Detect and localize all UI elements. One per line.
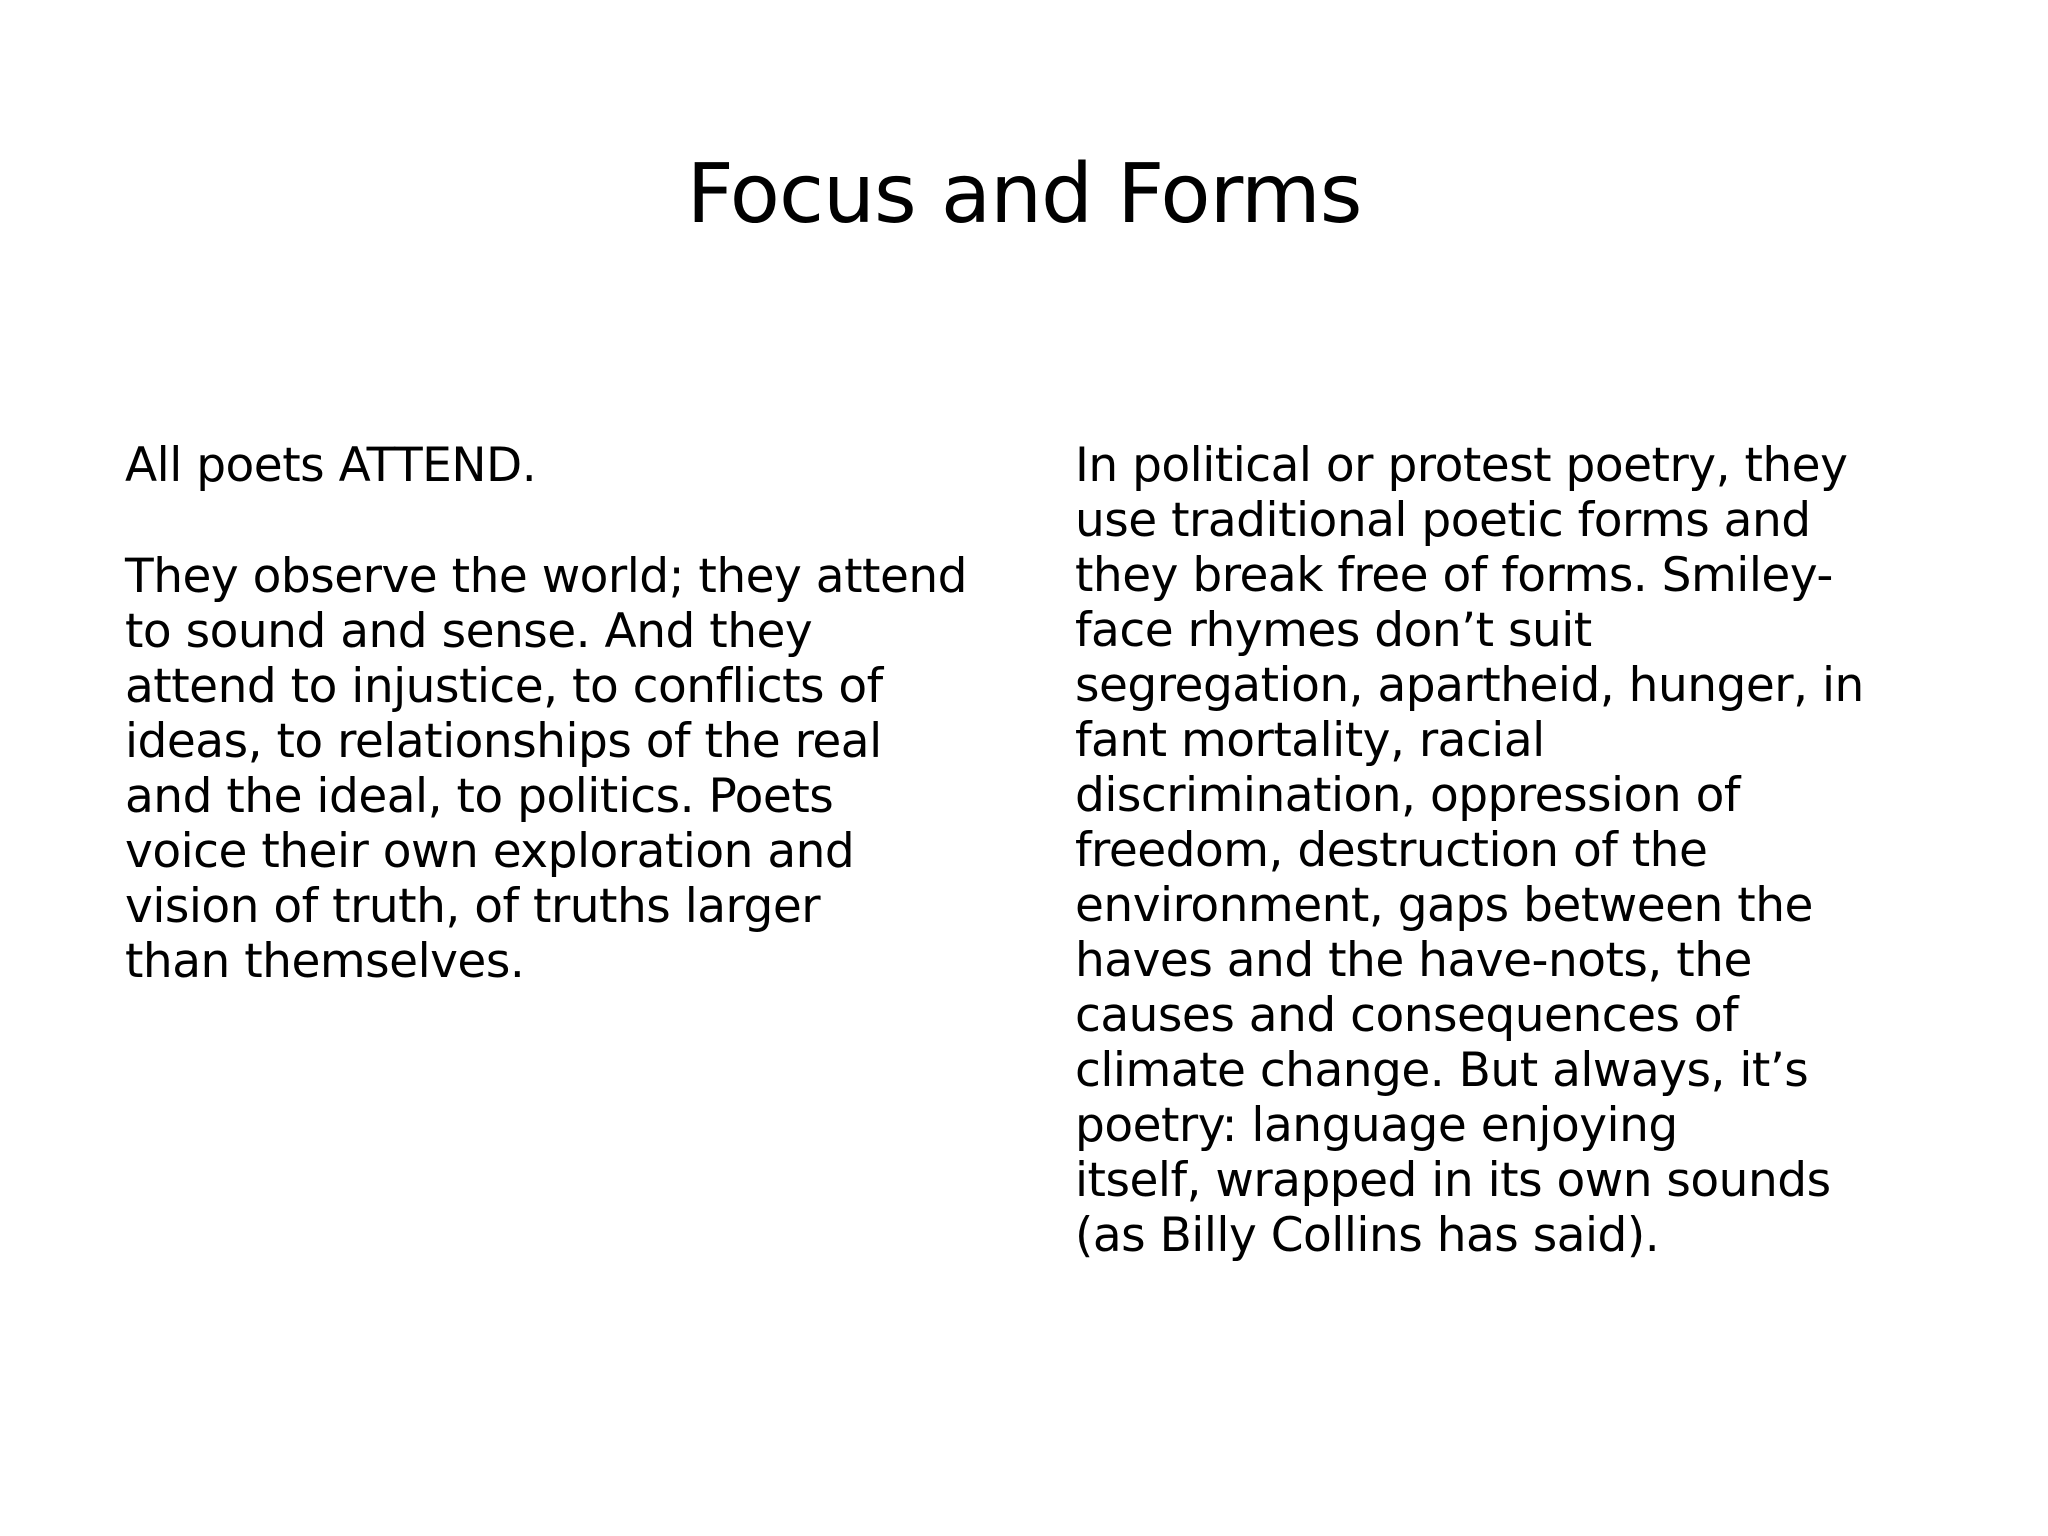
left-column — [125, 438, 985, 989]
right-paragraph-1 — [1075, 438, 1955, 1263]
text-line: climate change. But always, it’s — [1075, 1043, 1809, 1098]
text-line: discrimination, oppression of — [1075, 768, 1740, 823]
text-line: (as Billy Collins has said). — [1075, 1208, 1660, 1263]
text-line: vision of truth, of truths larger — [125, 879, 821, 934]
text-line: poetry: language enjoying — [1075, 1098, 1678, 1153]
text-line: In political or protest poetry, they — [1075, 438, 1848, 493]
text-line: environment, gaps between the — [1075, 878, 1813, 933]
text-line: They observe the world; they attend — [125, 549, 967, 604]
text-line: segregation, apartheid, hunger, in — [1075, 658, 1864, 713]
text-line: ideas, to relationships of the real — [125, 714, 882, 769]
text-line: All poets ATTEND. — [125, 438, 537, 493]
text-line: itself, wrapped in its own sounds — [1075, 1153, 1831, 1208]
slide-title: Focus and Forms — [686, 147, 1362, 242]
text-line: and the ideal, to politics. Poets — [125, 769, 834, 824]
text-line: than themselves. — [125, 934, 525, 989]
right-column — [1075, 438, 1955, 1263]
text-line: freedom, destruction of the — [1075, 823, 1708, 878]
text-line: voice their own exploration and — [125, 824, 855, 879]
text-line: to sound and sense. And they — [125, 604, 813, 659]
text-line: fant mortality, racial — [1075, 713, 1545, 768]
text-line: causes and consequences of — [1075, 988, 1739, 1043]
text-line: face rhymes don’t suit — [1075, 603, 1592, 658]
left-paragraph-2 — [125, 549, 985, 989]
text-line: they break free of forms. Smiley- — [1075, 548, 1833, 603]
text-line: use traditional poetic forms and — [1075, 493, 1811, 548]
left-paragraph-1 — [125, 438, 985, 493]
text-line: attend to injustice, to conflicts of — [125, 659, 883, 714]
text-line: haves and the have-nots, the — [1075, 933, 1752, 988]
